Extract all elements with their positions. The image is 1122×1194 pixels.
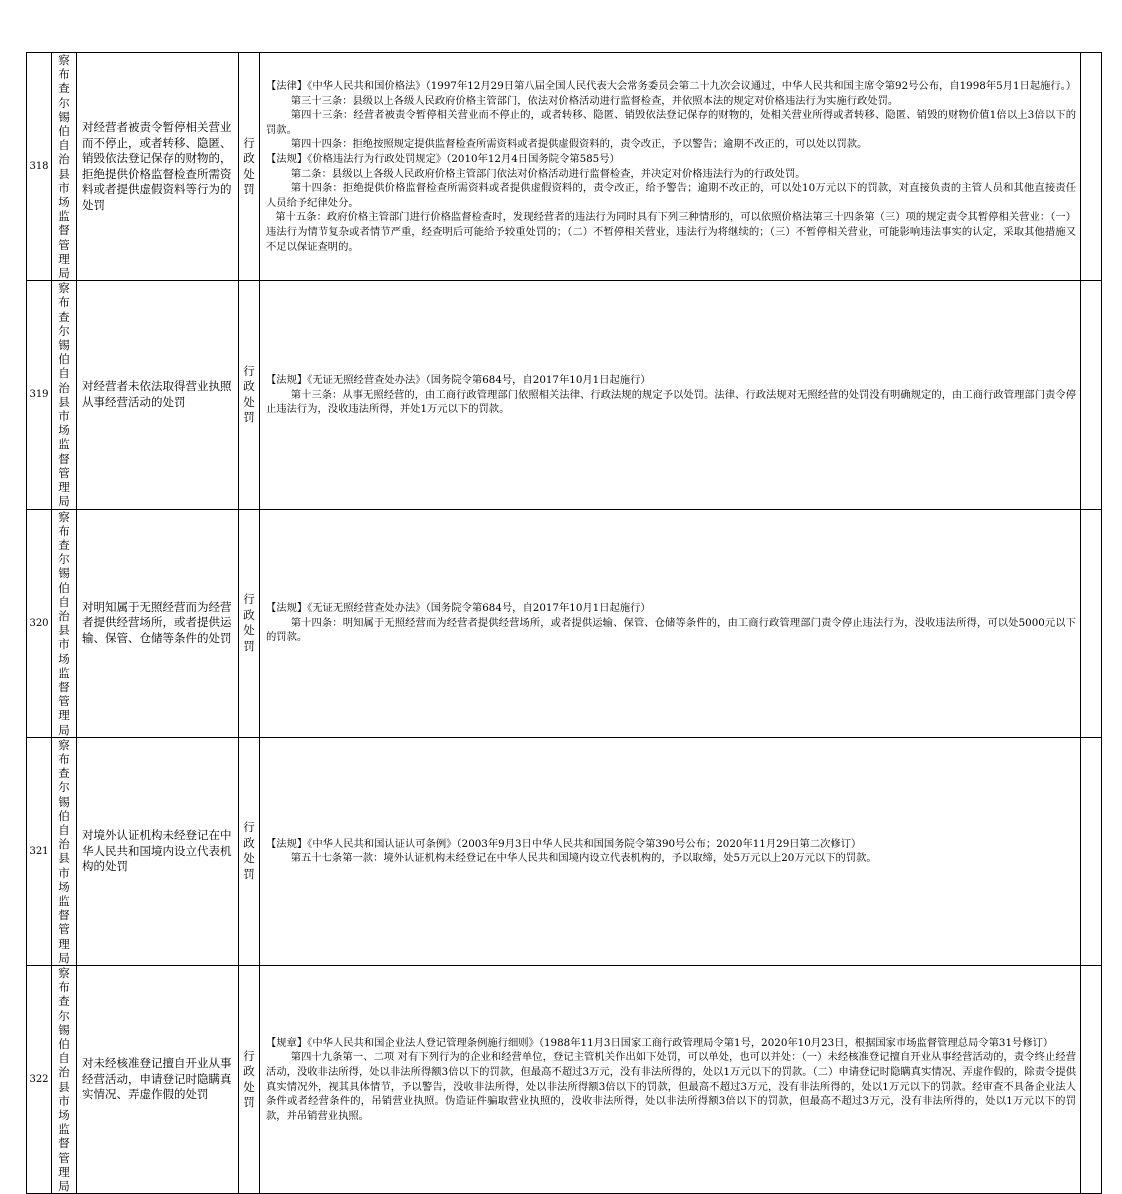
row-number: 322: [27, 966, 52, 1194]
agency-cell: [52, 281, 77, 509]
remarks-cell: [1081, 966, 1102, 1194]
legal-basis: [260, 966, 1081, 1194]
table-row: [27, 737, 1102, 965]
basis-paragraph: 第十五条：政府价格主管部门进行价格监督检查时，发现经营者的违法行为同时具有下列三种情形的，可以依照价格法第三十四条第（三）项的规定责令其暂停相关营业：（一）违法行为情节复杂或者情节严重，经查明后可能给予较重处罚的；（二）不暂停相关营业，违法行为将继续的；（三）不暂停相关营业，可能影响违法事实的认定，采取其他措施又不足以保证查明的。: [266, 211, 1076, 253]
type-cell: [239, 53, 260, 281]
table-row: [27, 53, 1102, 281]
basis-paragraph: 第四十四条：拒绝按照规定提供监督检查所需资料或者提供虚假资料的，责令改正，予以警告；逾期不改正的，可以处以罚款。: [290, 138, 868, 151]
basis-paragraph: 第五十七条第一款：境外认证机构未经登记在中华人民共和国境内设立代表机构的，予以取缔，处5万元以上20万元以下的罚款。: [290, 852, 877, 865]
agency-name: 察布查尔锡伯自治县市场监督管理局: [58, 966, 70, 1194]
type-cell: [239, 509, 260, 737]
agency-name: 察布查尔锡伯自治县市场监督管理局: [58, 737, 70, 965]
remarks-cell: [1081, 509, 1102, 737]
basis-paragraph: 第二条：县级以上各级人民政府价格主管部门依法对价格活动进行监督检查，并决定对价格违法行为的行政处罚。: [290, 167, 806, 180]
remarks-cell: [1081, 281, 1102, 509]
basis-paragraph: 【规章】《中华人民共和国企业法人登记管理条例施行细则》（1988年11月3日国家工商行政管理局令第1号，2020年10月23日，根据国家市场监督管理总局令第31号修订）: [266, 1036, 1054, 1049]
basis-paragraph: 【法规】《无证无照经营查处办法》（国务院令第684号，自2017年10月1日起施行）: [266, 602, 651, 615]
remarks-cell: [1081, 53, 1102, 281]
basis-paragraph: 第三十三条：县级以上各级人民政府价格主管部门，依法对价格活动进行监督检查，并依照本法的规定对价格违法行为实施行政处罚。: [290, 94, 899, 107]
table-row: [27, 281, 1102, 509]
agency-cell: [52, 737, 77, 965]
row-number: 318: [27, 53, 52, 281]
agency-name: 察布查尔锡伯自治县市场监督管理局: [58, 509, 70, 737]
agency-name: 察布查尔锡伯自治县市场监督管理局: [58, 53, 70, 281]
item-type: 行政处罚: [243, 363, 255, 425]
legal-basis: [260, 281, 1081, 509]
row-number: 320: [27, 509, 52, 737]
basis-paragraph: 第十三条：从事无照经营的，由工商行政管理部门依照相关法律、行政法规的规定予以处罚。法律、行政法规对无照经营的处罚没有明确规定的，由工商行政管理部门责令停止违法行为，没收违法所得，并处1万元以下的罚款。: [266, 388, 1076, 416]
type-cell: [239, 281, 260, 509]
basis-paragraph: 【法规】《无证无照经营查处办法》（国务院令第684号，自2017年10月1日起施行）: [266, 373, 651, 386]
table-row: [27, 966, 1102, 1194]
basis-paragraph: 【法规】《价格违法行为行政处罚规定》（2010年12月4日国务院令第585号）: [266, 153, 620, 166]
agency-cell: [52, 509, 77, 737]
table-row: [27, 509, 1102, 737]
basis-paragraph: 【法规】《中华人民共和国认证认可条例》（2003年9月3日中华人民共和国国务院令第390号公布；2020年11月29日第二次修订）: [266, 837, 862, 850]
agency-cell: [52, 53, 77, 281]
penalty-table: [26, 52, 1102, 1194]
item-type: 行政处罚: [243, 135, 255, 197]
item-name: 对经营者被责令暂停相关营业而不停止，或者转移、隐匿、销毁依法登记保存的财物的，拒绝提供价格监督检查所需资料或者提供虚假资料等行为的处罚: [77, 53, 239, 281]
basis-paragraph: 第四十三条：经营者被责令暂停相关营业而不停止的，或者转移、隐匿、销毁依法登记保存的财物的，处相关营业所得或者转移、隐匿、销毁的财物价值1倍以上3倍以下的罚款。: [266, 109, 1076, 136]
legal-basis: [260, 737, 1081, 965]
legal-basis: [260, 53, 1081, 281]
remarks-cell: [1081, 737, 1102, 965]
item-name: 对境外认证机构未经登记在中华人民共和国境内设立代表机构的处罚: [77, 737, 239, 965]
item-type: 行政处罚: [243, 820, 255, 881]
basis-paragraph: 第十四条：明知属于无照经营而为经营者提供经营场所，或者提供运输、保管、仓储等条件的，由工商行政管理部门责令停止违法行为，没收违法所得，可以处5000元以下的罚款。: [266, 616, 1076, 644]
row-number: 321: [27, 737, 52, 965]
basis-paragraph: 第十四条：拒绝提供价格监督检查所需资料或者提供虚假资料的，责令改正，给予警告；逾期不改正的，可以处10万元以下的罚款，对直接负责的主管人员和其他直接责任人员给予纪律处分。: [266, 182, 1076, 209]
row-number: 319: [27, 281, 52, 509]
type-cell: [239, 966, 260, 1194]
item-name: 对经营者未依法取得营业执照从事经营活动的处罚: [77, 281, 239, 509]
basis-paragraph: 【法律】《中华人民共和国价格法》（1997年12月29日第八届全国人民代表大会常务委员会第二十九次会议通过，中华人民共和国主席令第92号公布，自1998年5月1日起施行。）: [266, 80, 1077, 93]
type-cell: [239, 737, 260, 965]
item-name: 对未经核准登记擅自开业从事经营活动，申请登记时隐瞒真实情况、弄虚作假的处罚: [77, 966, 239, 1194]
basis-paragraph: 第四十九条第一、二项 对有下列行为的企业和经营单位，登记主管机关作出如下处罚，可以单处，也可以并处：（一）未经核准登记擅自开业从事经营活动的，责令终止经营活动，没收非法所得，处以非法所得额3倍以下的罚款，但最高不超过3万元，没有非法所得的，处以1万元以下的罚款。（二）申请登记时隐瞒真实情况、弄虚作假的，除责令提供真实情况外，视其具体情节，予以警告，没收非法所得，处以非法所得额3倍以下的罚款，但最高不超过3万元，没有非法所得的，处以1万元以下的罚款。经审查不具备企业法人条件或者经营条件的，吊销营业执照。伪造证件骗取营业执照的，没收非法所得，处以非法所得额3倍以下的罚款，但最高不超过3万元，没有非法所得的，处以1万元以下的罚款，并吊销营业执照。: [266, 1051, 1076, 1122]
item-type: 行政处罚: [243, 592, 255, 653]
item-type: 行政处罚: [243, 1048, 255, 1110]
item-name: 对明知属于无照经营而为经营者提供经营场所，或者提供运输、保管、仓储等条件的处罚: [77, 509, 239, 737]
agency-name: 察布查尔锡伯自治县市场监督管理局: [58, 281, 70, 509]
agency-cell: [52, 966, 77, 1194]
legal-basis: [260, 509, 1081, 737]
